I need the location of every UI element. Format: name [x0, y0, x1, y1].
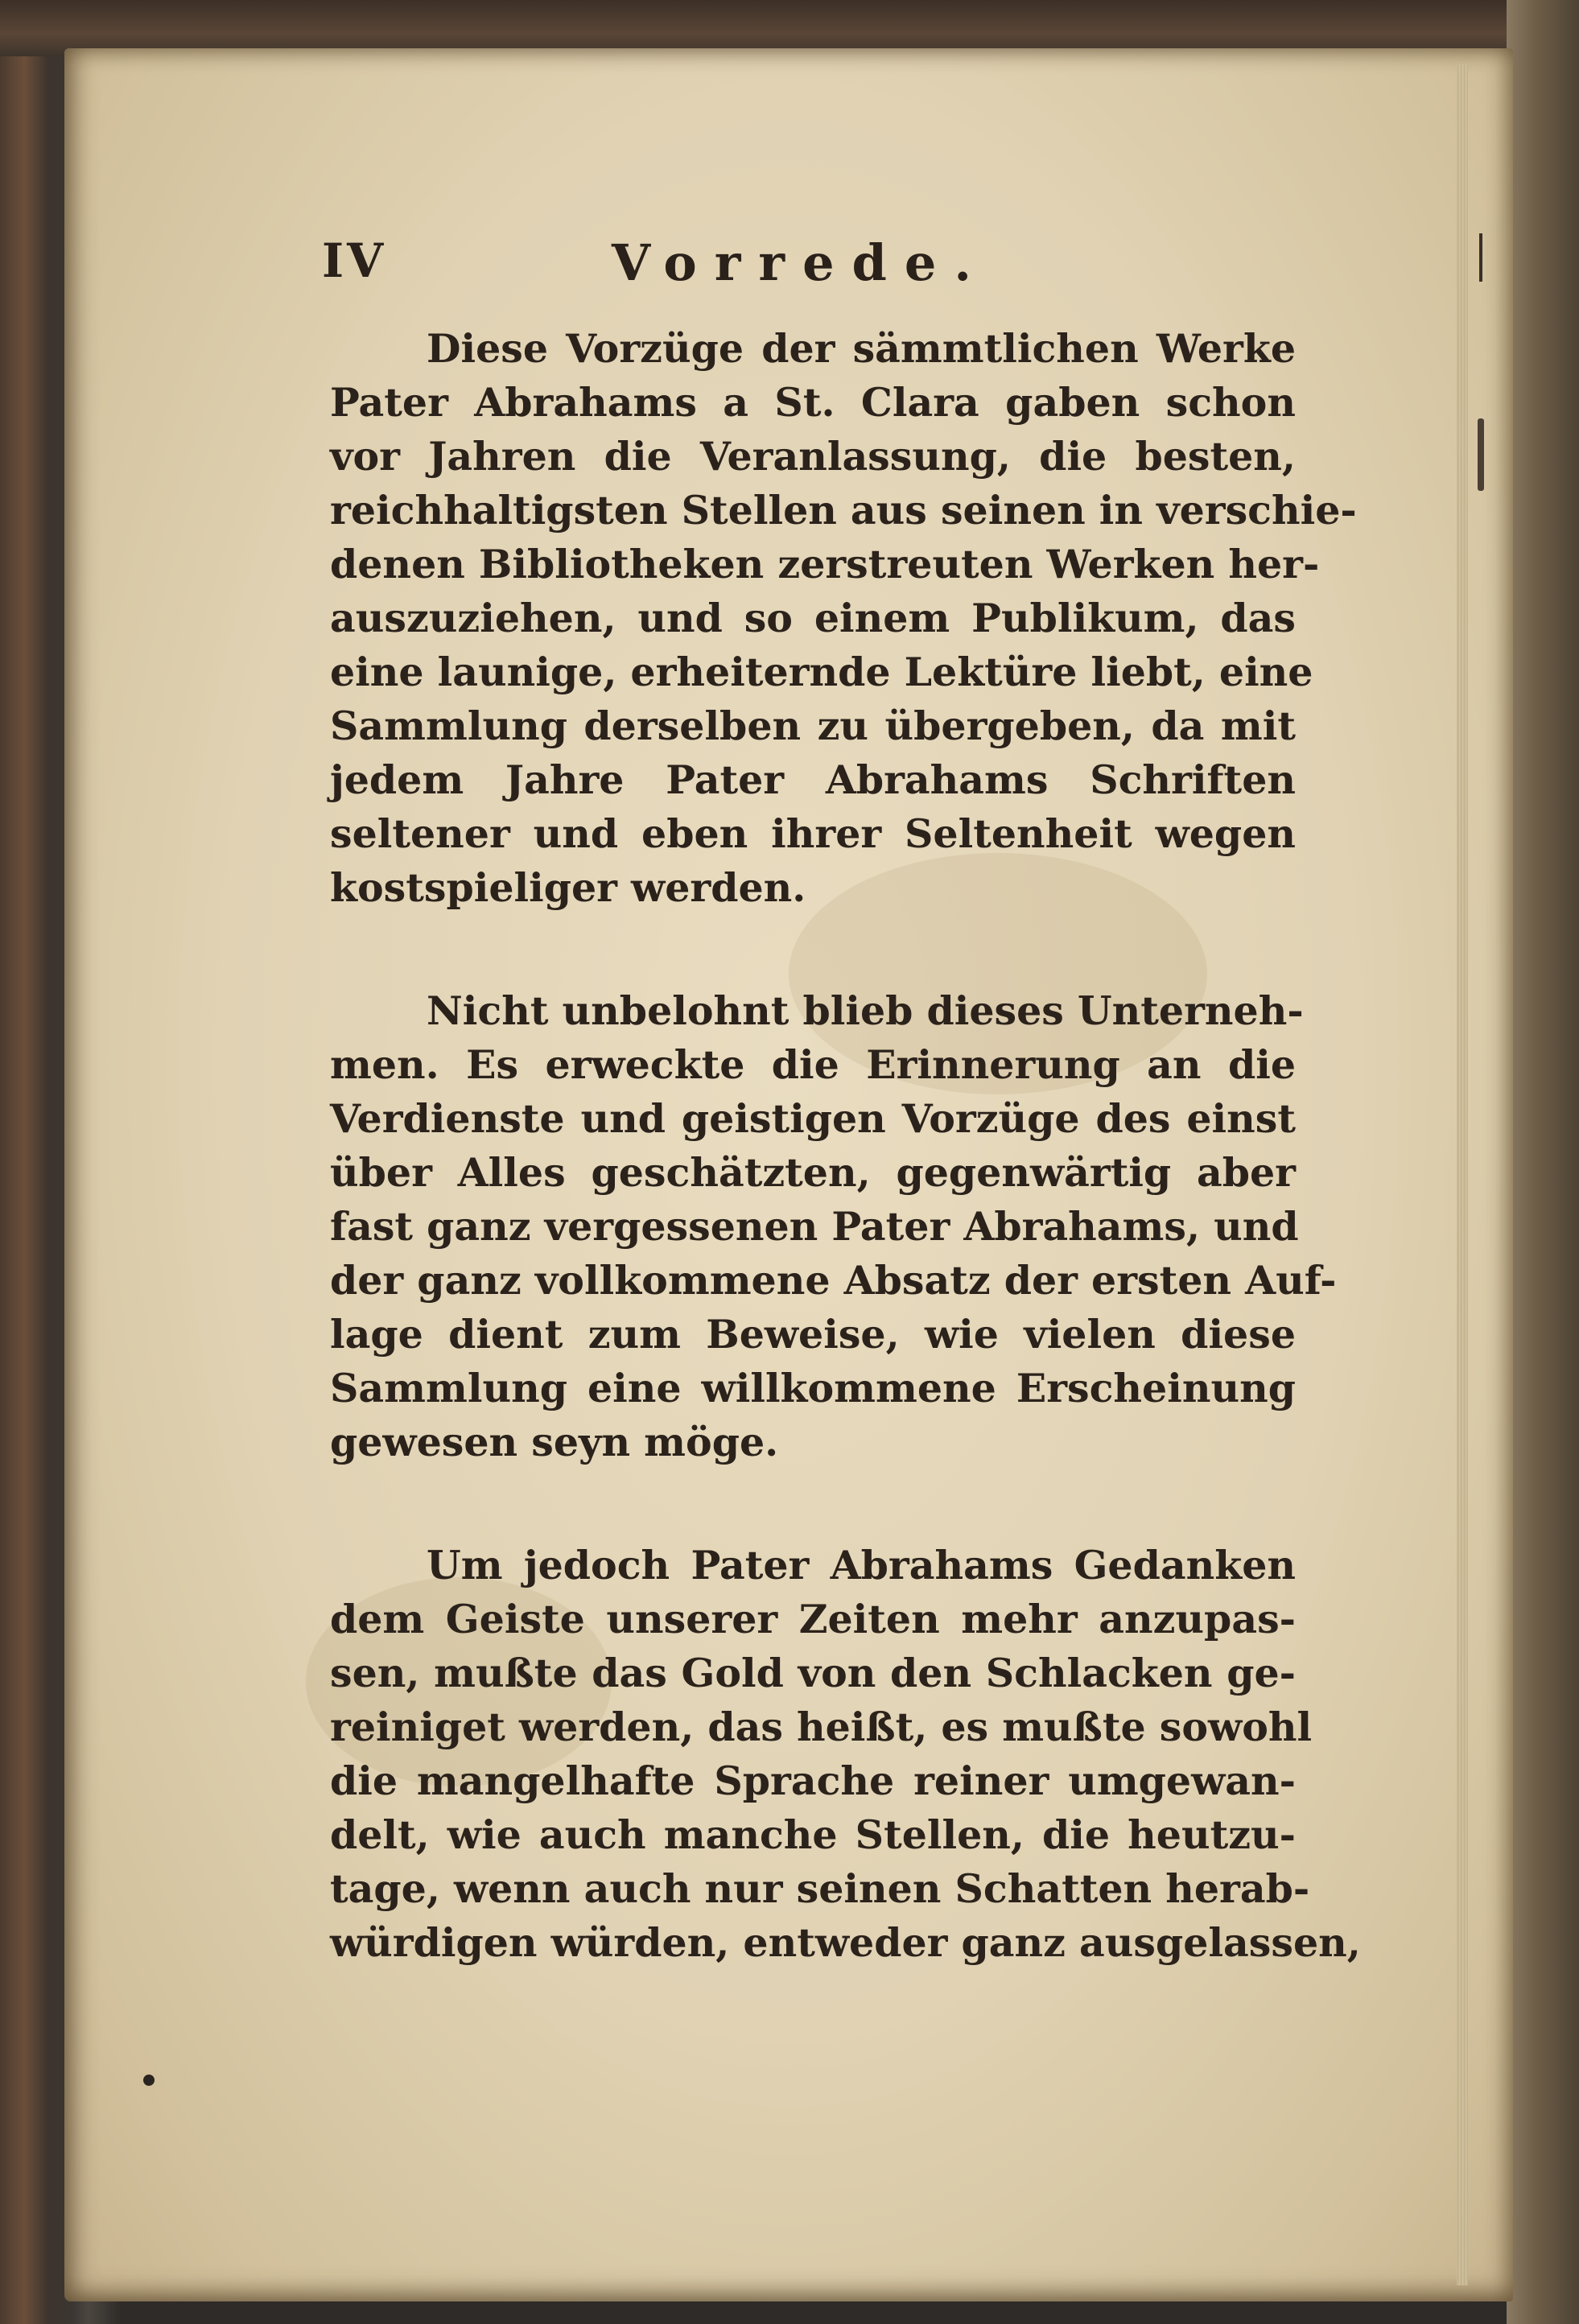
text-line: men. Es erweckte die Erinnerung an die — [330, 1041, 1296, 1088]
text-line: denen Bibliotheken zerstreuten Werken her- — [330, 541, 1320, 587]
text-line: dem Geiste unserer Zeiten mehr anzupas- — [330, 1596, 1296, 1642]
text-line: reichhaltigsten Stellen aus seinen in verschie- — [330, 487, 1357, 534]
text-line: tage, wenn auch nur seinen Schatten herab- — [330, 1865, 1310, 1912]
text-line: kostspieliger werden. — [330, 864, 806, 911]
book-cover-right-edge — [1507, 0, 1579, 2324]
text-line: reiniget werden, das heißt, es mußte sowohl — [330, 1704, 1313, 1750]
ink-dot — [143, 2075, 155, 2086]
text-line: delt, wie auch manche Stellen, die heutzu- — [330, 1811, 1296, 1858]
text-line: lage dient zum Beweise, wie vielen diese — [330, 1311, 1296, 1358]
text-line: auszuziehen, und so einem Publikum, das — [330, 595, 1296, 641]
text-line: jedem Jahre Pater Abrahams Schriften — [330, 756, 1296, 803]
text-line: fast ganz vergessenen Pater Abrahams, und — [330, 1203, 1299, 1250]
page-header — [322, 233, 1320, 306]
paragraph-1 — [330, 322, 1357, 915]
running-head: Vorrede. — [612, 233, 989, 292]
text-line: sen, mußte das Gold von den Schlacken ge- — [330, 1650, 1296, 1696]
page-number: IV — [322, 233, 387, 288]
text-line: vor Jahren die Veranlassung, die besten, — [330, 433, 1296, 480]
text-line: gewesen seyn möge. — [330, 1419, 779, 1465]
body-text — [330, 322, 1361, 2039]
text-line: Pater Abrahams a St. Clara gaben schon — [330, 379, 1296, 426]
text-line: Sammlung eine willkommene Erscheinung — [330, 1365, 1296, 1411]
paragraph-2 — [330, 984, 1337, 1469]
page-edge — [1457, 64, 1468, 2285]
margin-rule-mark — [1479, 233, 1482, 282]
text-line: Nicht unbelohnt blieb dieses Unterneh- — [427, 987, 1304, 1034]
text-line: würdigen würden, entweder ganz ausgelassen, — [330, 1919, 1361, 1966]
text-line: seltener und eben ihrer Seltenheit wegen — [330, 810, 1296, 857]
text-line: Sammlung derselben zu übergeben, da mit — [330, 703, 1296, 749]
text-line: die mangelhafte Sprache reiner umgewan- — [330, 1757, 1296, 1804]
margin-thread-mark — [1478, 418, 1484, 491]
paragraph-3 — [330, 1539, 1361, 1970]
text-line: eine launige, erheiternde Lektüre liebt, eine — [330, 649, 1313, 695]
text-line: über Alles geschätzten, gegenwärtig aber — [330, 1149, 1296, 1196]
text-line: der ganz vollkommene Absatz der ersten Auf- — [330, 1257, 1337, 1304]
text-line: Verdienste und geistigen Vorzüge des einst — [330, 1095, 1296, 1142]
text-line: Um jedoch Pater Abrahams Gedanken — [427, 1542, 1296, 1588]
text-line: Diese Vorzüge der sämmtlichen Werke — [427, 325, 1296, 372]
